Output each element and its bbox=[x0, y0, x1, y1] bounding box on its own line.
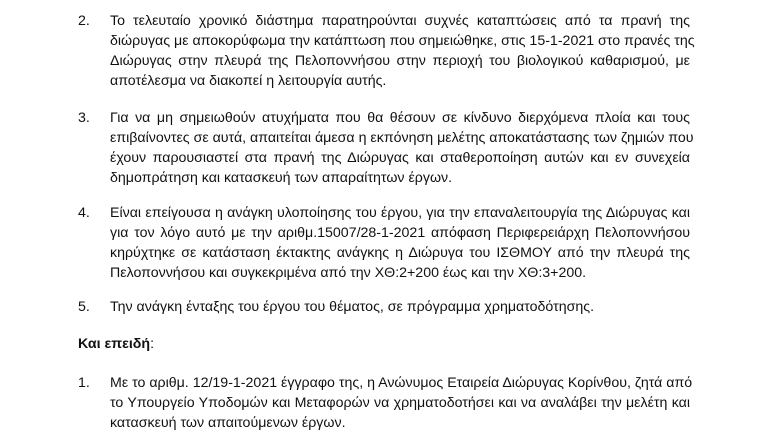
text-line: αποτέλεσμα να διακοπεί η λειτουργία αυτής. bbox=[110, 73, 387, 89]
text-line: Με το αριθμ. 12/19-1-2021 έγγραφο της, η Ανώνυμος Εταιρεία Διώρυγας Κορίνθου, ζητά από bbox=[110, 375, 693, 391]
list-item-text bbox=[110, 11, 695, 91]
text-line: έχουν παρουσιαστεί στα πρανή της Διώρυγας και σταθεροποίηση αυτών και εν συνεχεία bbox=[110, 150, 690, 166]
list-item-text bbox=[110, 203, 690, 283]
section-heading-text: Και επειδή bbox=[78, 336, 151, 352]
text-line: επιβαίνοντες σε αυτά, απαιτείται άμεσα η εκπόνηση μελέτης αποκατάστασης των ζημιών που bbox=[110, 130, 694, 146]
text-line: δημοπράτηση και κατασκευή των απαραίτητων έργων. bbox=[110, 170, 453, 186]
section-heading-colon: : bbox=[150, 336, 155, 352]
text-line: κηρύχτηκε σε κατάσταση έκτακτης ανάγκης η Διώρυγα του ΙΣΘΜΟΥ από την πλευρά της bbox=[110, 245, 690, 261]
list-item-text bbox=[110, 297, 690, 317]
text-line: κατασκευή των απαιτούμενων έργων. bbox=[110, 415, 346, 431]
text-line: Το τελευταίο χρονικό διάστημα παρατηρούνται συχνές καταπτώσεις από τα πρανή της bbox=[110, 13, 690, 29]
list-item-number: 5. bbox=[78, 299, 90, 315]
text-line: Είναι επείγουσα η ανάγκη υλοποίησης του έργου, για την επαναλειτουργία της Διώρυγας και bbox=[110, 205, 690, 221]
list-item-number: 1. bbox=[78, 375, 90, 391]
text-line: διώρυγας με αποκορύφωμα την κατάπτωση που σημειώθηκε, στις 15-1-2021 στο πρανές της bbox=[110, 33, 695, 49]
section-heading bbox=[78, 334, 154, 354]
text-line: το Υπουργείο Υποδομών και Μεταφορών να χρηματοδοτήσει και να αναλάβει την μελέτη και bbox=[110, 395, 690, 411]
list-item-number: 2. bbox=[78, 13, 90, 29]
text-line: Διώρυγας στην πλευρά της Πελοποννήσου στην περιοχή του βιολογικού καθαρισμού, με bbox=[110, 53, 690, 69]
list-item-number: 3. bbox=[78, 110, 90, 126]
text-line: Την ανάγκη ένταξης του έργου του θέματος, σε πρόγραμμα χρηματοδότησης. bbox=[110, 299, 595, 315]
text-line: για τον λόγο αυτό με την αριθμ.15007/28-1-2021 απόφαση Περιφερειάρχη Πελοποννήσου bbox=[110, 225, 690, 241]
text-line: Για να μη σημειωθούν ατυχήματα που θα θέσουν σε κίνδυνο διερχόμενα πλοία και τους bbox=[110, 110, 690, 126]
list-item-number: 4. bbox=[78, 205, 90, 221]
text-line: Πελοποννήσου και συγκεκριμένα από την ΧΘ:2+200 έως και την ΧΘ:3+200. bbox=[110, 265, 587, 281]
list-item-text bbox=[110, 373, 693, 433]
list-item-text bbox=[110, 108, 694, 188]
